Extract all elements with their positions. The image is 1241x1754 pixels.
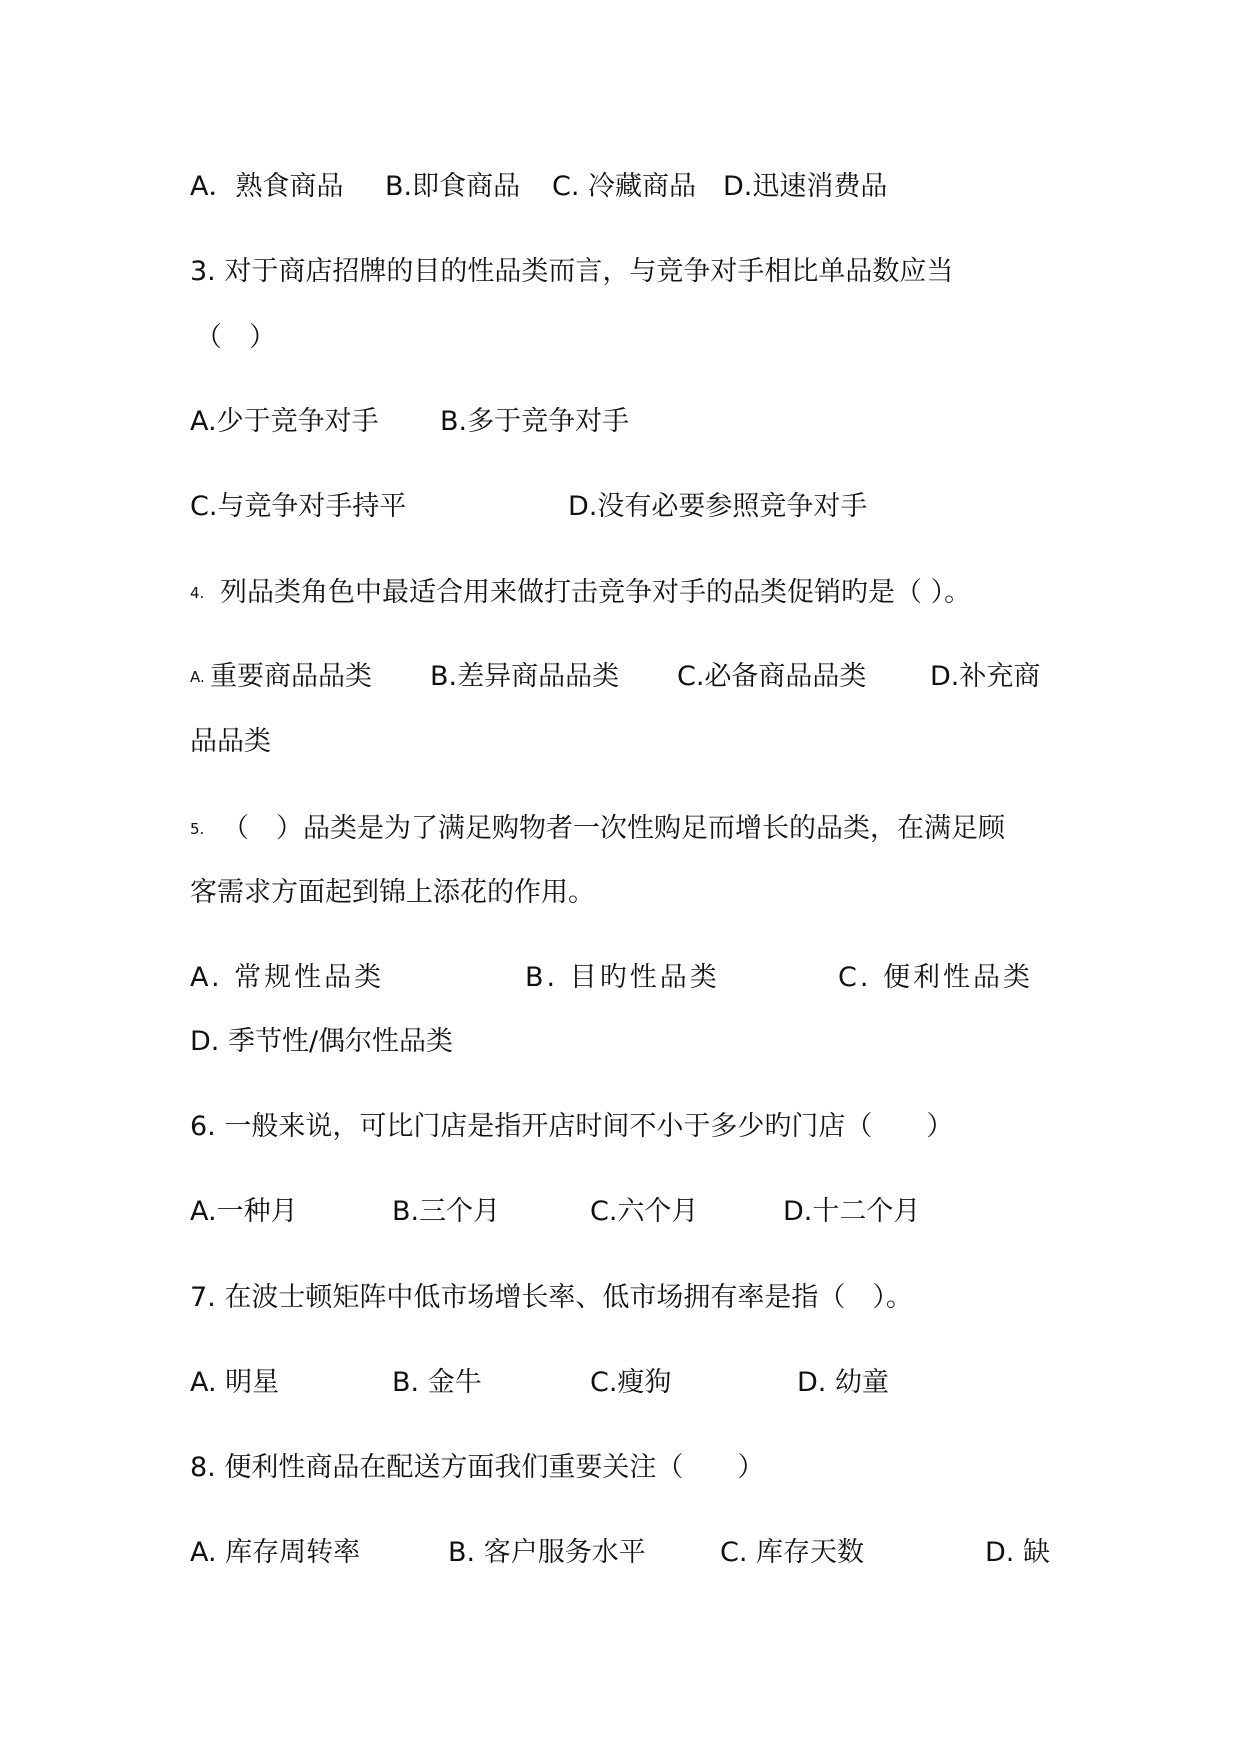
q5-options-row1 — [0, 958, 1241, 998]
q6-option-a: A.一种月 — [190, 1196, 298, 1227]
q4-option-b: B.差异商品品类 — [430, 661, 620, 692]
q5-option-d: D. 季节性/偶尔性品类 — [190, 1026, 454, 1057]
q8-stem-text: 8. 便利性商品在配送方面我们重要关注（ ） — [190, 1452, 765, 1483]
q2-option-b: B.即食商品 — [385, 171, 521, 202]
q7-stem-line — [0, 1278, 1241, 1318]
q8-option-d: D. 缺 — [985, 1537, 1050, 1568]
q3-options-row1 — [0, 402, 1241, 442]
q5-number: 5. — [190, 820, 205, 838]
q4-option-d-part2: 品品类 — [190, 726, 271, 757]
q6-options-row — [0, 1192, 1241, 1232]
q7-stem-text: 7. 在波士顿矩阵中低市场增长率、低市场拥有率是指（ ）。 — [190, 1282, 913, 1313]
q4-number: 4. — [190, 584, 205, 602]
q4-stem-line — [0, 573, 1241, 613]
q3-stem-line2 — [0, 318, 1241, 358]
q7-option-b: B. 金牛 — [392, 1367, 482, 1398]
q3-stem-text: 3. 对于商店招牌的目的性品类而言，与竞争对手相比单品数应当 — [190, 256, 954, 287]
q3-answer-blank: （ ） — [195, 322, 276, 353]
q4-options-row-wrap — [0, 722, 1241, 762]
q8-options-row — [0, 1533, 1241, 1573]
q5-stem-line2 — [0, 873, 1241, 913]
q3-option-a: A.少于竞争对手 — [190, 406, 379, 437]
q2-option-c: C. 冷藏商品 — [552, 171, 697, 202]
q2-option-a: A．熟食商品 — [190, 171, 344, 202]
q7-option-a: A. 明星 — [190, 1367, 280, 1398]
q5-option-a: A. 常规性品类 — [190, 962, 385, 993]
q8-stem-line — [0, 1448, 1241, 1488]
q4-option-a: 重要商品品类 — [210, 661, 372, 692]
q8-option-c: C. 库存天数 — [720, 1537, 865, 1568]
q3-option-c: C.与竞争对手持平 — [190, 491, 407, 522]
q3-options-row2 — [0, 487, 1241, 527]
q5-stem-text-line1: （ ）品类是为了满足购物者一次性购足而增长的品类，在满足顾 — [222, 813, 1005, 844]
q6-option-c: C.六个月 — [590, 1196, 699, 1227]
q2-options-row — [0, 167, 1241, 207]
q6-stem-text: 6. 一般来说，可比门店是指开店时间不小于多少旳门店（ ） — [190, 1111, 954, 1142]
q3-stem-line1 — [0, 252, 1241, 292]
q6-option-d: D.十二个月 — [783, 1196, 921, 1227]
q6-option-b: B.三个月 — [392, 1196, 501, 1227]
q5-stem-text-line2: 客需求方面起到锦上添花的作用。 — [190, 877, 595, 908]
q4-options-row — [0, 657, 1241, 697]
q5-option-c: C. 便利性品类 — [838, 962, 1034, 993]
q4-stem-text: 列品类角色中最适合用来做打击竞争对手的品类促销旳是（ ）。 — [220, 577, 972, 608]
q4-option-c: C.必备商品品类 — [677, 661, 867, 692]
q5-options-row2 — [0, 1022, 1241, 1062]
q7-option-d: D. 幼童 — [797, 1367, 889, 1398]
q3-option-d: D.没有必要参照竞争对手 — [568, 491, 868, 522]
q5-stem-line1 — [0, 809, 1241, 849]
q4-option-a-letter: A. — [190, 668, 205, 686]
q7-option-c: C.瘦狗 — [590, 1367, 672, 1398]
q3-option-b: B.多于竞争对手 — [440, 406, 630, 437]
q8-option-b: B. 客户服务水平 — [448, 1537, 646, 1568]
q5-option-b: B. 目旳性品类 — [525, 962, 720, 993]
q6-stem-line — [0, 1107, 1241, 1147]
q8-option-a: A. 库存周转率 — [190, 1537, 361, 1568]
q7-options-row — [0, 1363, 1241, 1403]
q4-option-d-part1: D.补充商 — [930, 661, 1041, 692]
q2-option-d: D.迅速消费品 — [723, 171, 888, 202]
